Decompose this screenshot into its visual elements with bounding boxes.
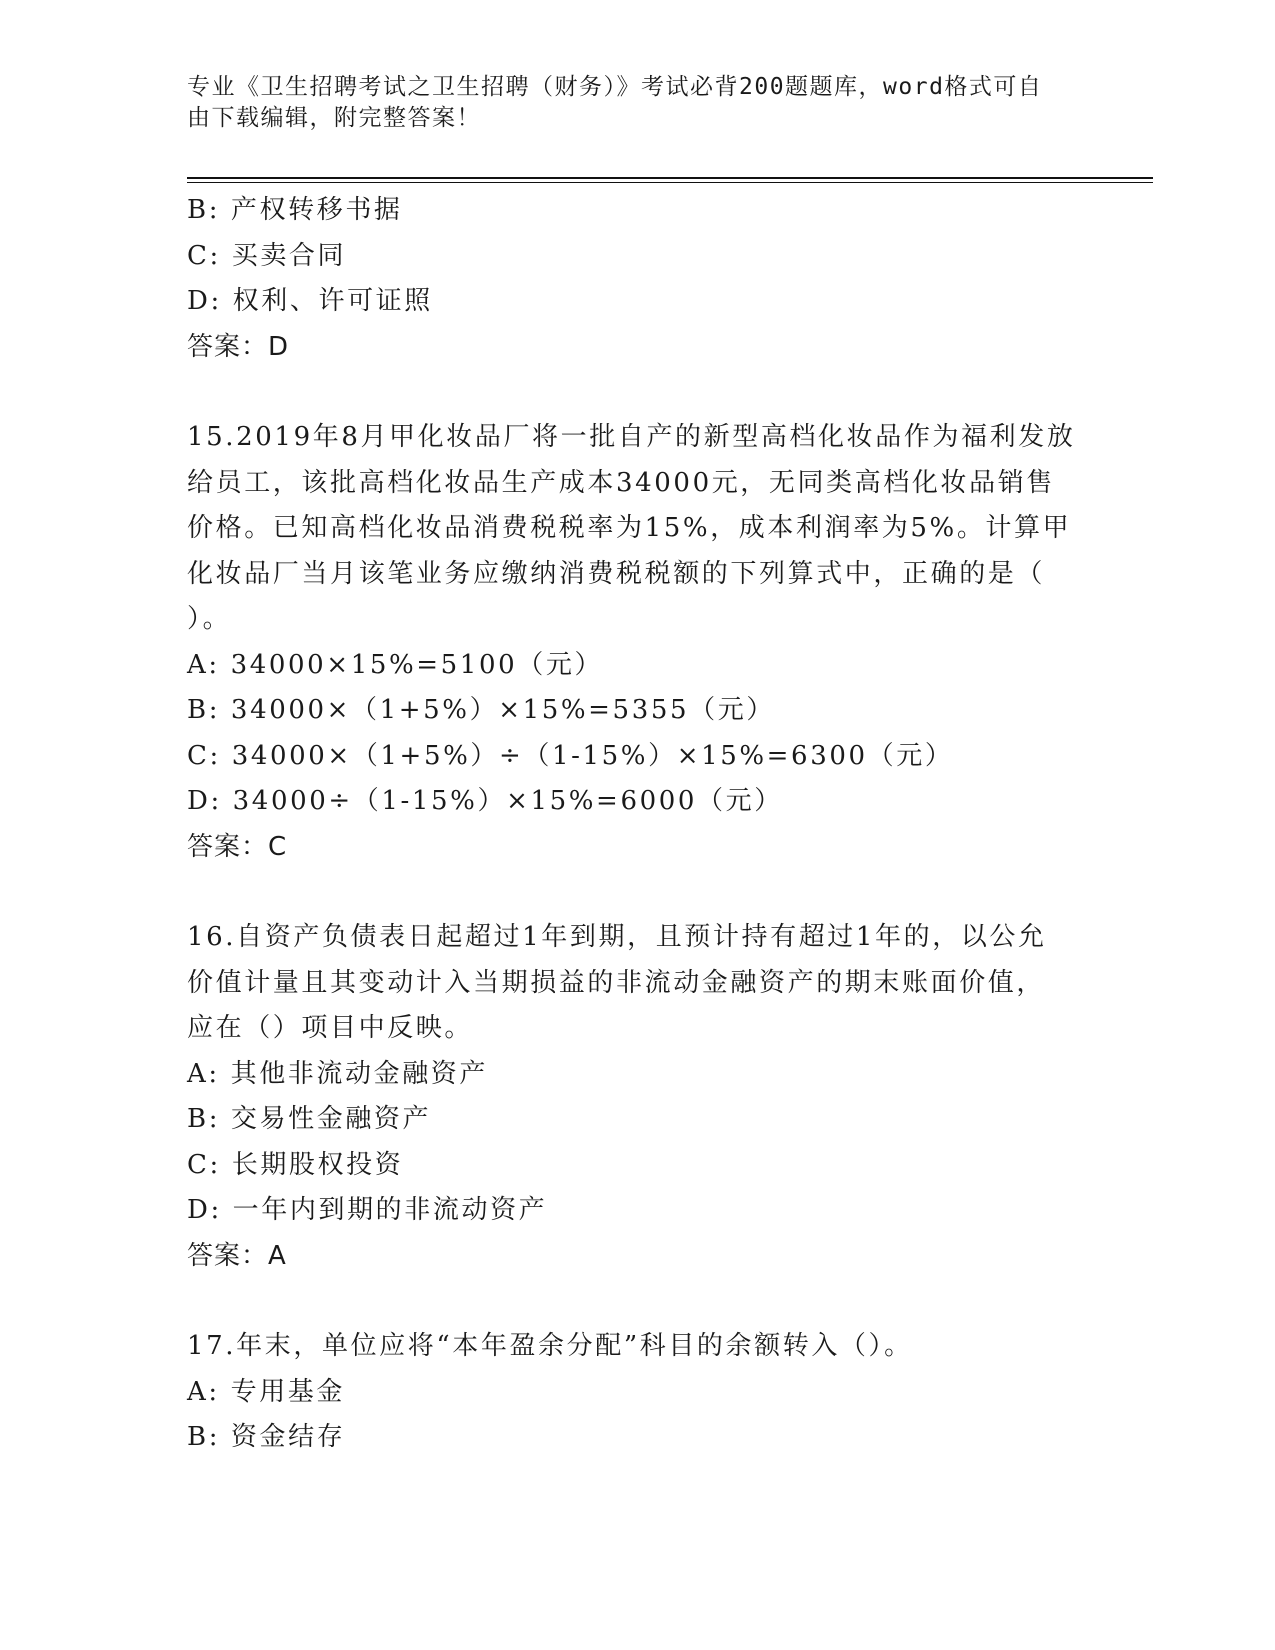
question-text-line: 价值计量且其变动计入当期损益的非流动金融资产的期末账面价值， bbox=[187, 967, 1046, 998]
question-text bbox=[187, 415, 1087, 643]
option-b: B: 资金结存 bbox=[187, 1422, 346, 1452]
option-a: A: 其他非流动金融资产 bbox=[187, 1058, 489, 1089]
answer-line: 答案：A bbox=[187, 1240, 287, 1271]
question-text bbox=[187, 915, 1087, 1052]
page-header bbox=[187, 72, 1067, 134]
spacer bbox=[187, 370, 1087, 415]
option-c: C: 34000×（1+5%）÷（1-15%）×15%=6300（元） bbox=[187, 740, 954, 771]
question-text-line: 化妆品厂当月该笔业务应缴纳消费税税额的下列算式中，正确的是（ bbox=[187, 558, 1046, 589]
option-b: B: 交易性金融资产 bbox=[187, 1104, 432, 1134]
question-text-line: ）。 bbox=[187, 604, 232, 634]
question-text-line: 给员工，该批高档化妆品生产成本34000元，无同类高档化妆品销售 bbox=[187, 467, 1055, 498]
document-body bbox=[187, 188, 1087, 1461]
option-c: C: 买卖合同 bbox=[187, 240, 347, 271]
header-line-1: 专业《卫生招聘考试之卫生招聘（财务）》考试必背200题题库，word格式可自 bbox=[187, 74, 1043, 100]
question-17 bbox=[187, 1324, 1087, 1461]
answer-line: 答案：C bbox=[187, 831, 288, 862]
option-b: B: 产权转移书据 bbox=[187, 195, 403, 225]
question-text-line: 应在（）项目中反映。 bbox=[187, 1013, 474, 1043]
option-a: A: 34000×15%=5100（元） bbox=[187, 649, 604, 680]
option-d: D: 权利、许可证照 bbox=[187, 286, 433, 316]
option-c: C: 长期股权投资 bbox=[187, 1149, 404, 1180]
spacer bbox=[187, 1279, 1087, 1324]
question-text bbox=[187, 1324, 1087, 1370]
option-b: B: 34000×（1+5%）×15%=5355（元） bbox=[187, 695, 775, 725]
question-15 bbox=[187, 415, 1087, 870]
answer-line: 答案：D bbox=[187, 331, 290, 362]
continued-question bbox=[187, 188, 1087, 370]
header-rule-thick bbox=[187, 177, 1153, 179]
question-text-line: 17.年末，单位应将“本年盈余分配”科目的余额转入（）。 bbox=[187, 1331, 913, 1361]
question-text-line: 16.自资产负债表日起超过1年到期，且预计持有超过1年的，以公允 bbox=[187, 922, 1047, 952]
option-d: D: 一年内到期的非流动资产 bbox=[187, 1195, 548, 1225]
header-rule-thin bbox=[187, 182, 1153, 183]
header-line-2: 由下载编辑，附完整答案！ bbox=[187, 105, 481, 131]
question-text-line: 15.2019年8月甲化妆品厂将一批自产的新型高档化妆品作为福利发放 bbox=[187, 422, 1076, 452]
spacer bbox=[187, 870, 1087, 915]
question-16 bbox=[187, 915, 1087, 1279]
question-text-line: 价格。已知高档化妆品消费税税率为15%，成本利润率为5%。计算甲 bbox=[187, 513, 1072, 543]
option-d: D: 34000÷（1-15%）×15%=6000（元） bbox=[187, 786, 783, 816]
option-a: A: 专用基金 bbox=[187, 1376, 346, 1407]
